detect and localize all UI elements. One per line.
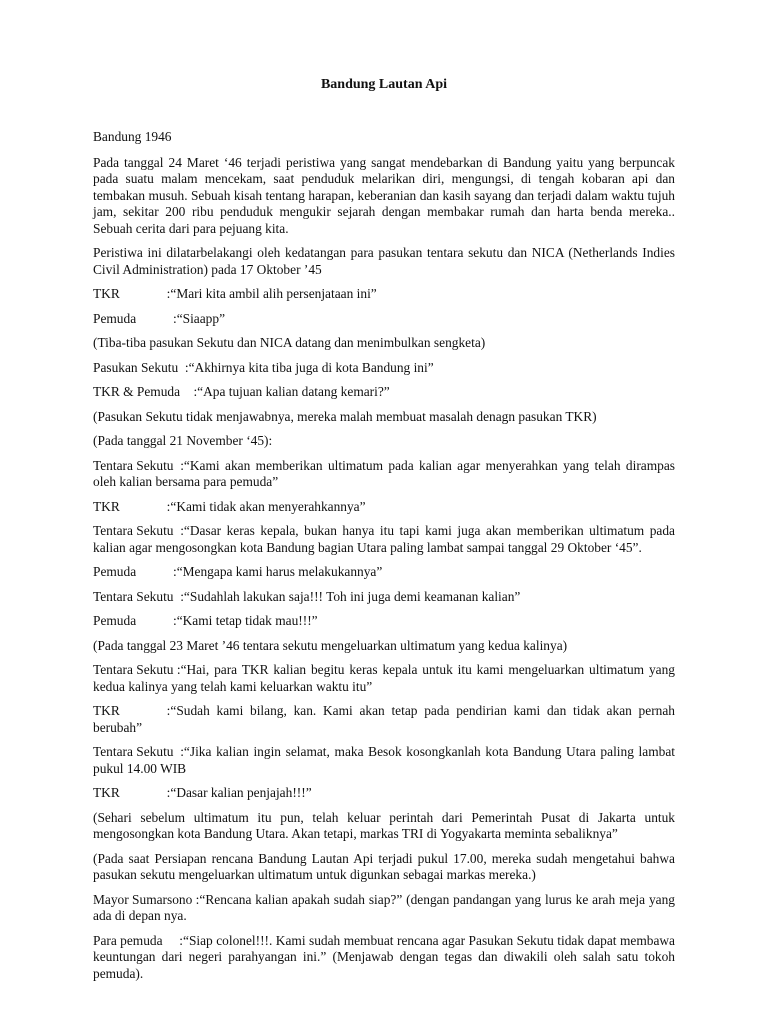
speech-text: :“Rencana kalian apakah sudah siap?” (dengan pandangan yang lurus ke arah meja yang ada di depan nya. xyxy=(93,891,675,923)
speaker-name: Tentara Sekutu xyxy=(93,744,181,759)
speaker-name: TKR & Pemuda xyxy=(93,384,194,399)
dialogue-line xyxy=(93,384,675,401)
speaker-name: TKR xyxy=(93,703,167,718)
dialogue-line xyxy=(93,360,675,377)
speech-text: :“Siap colonel!!!. Kami sudah membuat rencana agar Pasukan Sekutu tidak dapat membawa keuntungan dari negeri parahyangan ini.” (Menjawab dengan tegas dan diwakili oleh salah satu tokoh pemuda). xyxy=(93,932,675,981)
speech-text: :“Sudah kami bilang, kan. Kami akan tetap pada pendirian kami dan tidak akan pernah berubah” xyxy=(93,703,675,735)
narration-text: (Pada saat Persiapan rencana Bandung Lautan Api terjadi pukul 17.00, mereka sudah mengetahui bahwa pasukan sekutu mengeluarkan ultimatum untuk digunkan sebagai markas mereka.) xyxy=(93,850,675,882)
narration-text: (Tiba-tiba pasukan Sekutu dan NICA datang dan menimbulkan sengketa) xyxy=(93,335,486,350)
speech-text: :“Hai, para TKR kalian begitu keras kepala untuk itu kami mengeluarkan ultimatum yang kedua kalinya yang telah kami keluarkan waktu itu” xyxy=(93,662,675,694)
narration-line xyxy=(93,810,675,843)
speaker-name: Tentara Sekutu xyxy=(93,588,181,604)
speech-text: :“Siaapp” xyxy=(172,310,226,326)
speech-text: :“Sudahlah lakukan saja!!! Toh ini juga demi keamanan kalian” xyxy=(180,588,521,604)
dialogue-line xyxy=(93,523,675,556)
document-title: Bandung Lautan Api xyxy=(320,77,448,92)
speaker-name: Pemuda xyxy=(93,564,173,579)
speech-text: :“Akhirnya kita tiba juga di kota Bandung ini” xyxy=(184,359,434,375)
dialogue-line xyxy=(93,613,675,630)
narration-text: (Pasukan Sekutu tidak menjawabnya, mereka malah membuat masalah denagn pasukan TKR) xyxy=(93,408,597,424)
narration-line xyxy=(93,335,675,352)
intro-paragraph: Pada tanggal 24 Maret ‘46 terjadi peristiwa yang sangat mendebarkan di Bandung yaitu yang berpuncak pada suatu malam mencekam, saat penduduk melarikan diri, mengungsi, di tengah kobaran api dan tembakan musuh. Sebuah kisah tentang harapan, keberanian dan kasih sayang dan terjadi dalam waktu tujuh jam, sekitar 200 ribu penduduk mengukir sejarah dengan membakar rumah dan harta benda mereka.. Sebuah cerita dari para pejuang kita. xyxy=(93,154,675,236)
dialogue-line xyxy=(93,589,675,606)
place-year: Bandung 1946 xyxy=(93,129,172,144)
speaker-name: Tentara Sekutu xyxy=(93,457,181,473)
speaker-name: TKR xyxy=(93,785,167,800)
dialogue-section xyxy=(93,286,675,982)
dialogue-line xyxy=(93,499,675,516)
speaker-name: Tentara Sekutu xyxy=(93,523,181,538)
speech-text: :“Dasar kalian penjajah!!!” xyxy=(166,785,312,800)
speaker-name: Tentara Sekutu xyxy=(93,662,177,677)
dialogue-line xyxy=(93,311,675,328)
speech-text: :“Dasar keras kepala, bukan hanya itu tapi kami juga akan memberikan ultimatum pada kalian agar mengosongkan kota Bandung bagian Utara paling lambat sampai tanggal 29 Oktober ‘45”. xyxy=(93,523,675,555)
narration-line xyxy=(93,409,675,426)
narration-line xyxy=(93,433,675,450)
speaker-name: Para pemuda xyxy=(93,932,180,948)
dialogue-line xyxy=(93,662,675,695)
speaker-name: TKR xyxy=(93,498,167,514)
dialogue-line xyxy=(93,564,675,581)
speech-text: :“Mari kita ambil alih persenjataan ini” xyxy=(166,286,377,301)
speaker-name: Mayor Sumarsono xyxy=(93,891,196,907)
dialogue-line xyxy=(93,892,675,925)
dialogue-line xyxy=(93,286,675,303)
speech-text: :“Kami tetap tidak mau!!!” xyxy=(172,613,318,628)
dialogue-line xyxy=(93,744,675,777)
narration-text: (Pada tanggal 23 Maret ’46 tentara sekutu mengeluarkan ultimatum yang kedua kalinya) xyxy=(93,637,568,653)
narration-line xyxy=(93,851,675,884)
speaker-name: Pemuda xyxy=(93,613,173,628)
speech-text: :“Apa tujuan kalian datang kemari?” xyxy=(193,384,390,399)
speaker-name: Pemuda xyxy=(93,310,173,326)
speaker-name: Pasukan Sekutu xyxy=(93,359,185,375)
speaker-name: TKR xyxy=(93,286,167,301)
dialogue-line xyxy=(93,785,675,802)
narration-text: (Pada tanggal 21 November ‘45): xyxy=(93,433,273,448)
narration-text: (Sehari sebelum ultimatum itu pun, telah keluar perintah dari Pemerintah Pusat di Jakarta untuk mengosongkan kota Bandung Utara. Akan tetapi, markas TRI di Yogyakarta meminta sebaliknya” xyxy=(93,809,675,841)
narration-line xyxy=(93,638,675,655)
dialogue-line xyxy=(93,703,675,736)
speech-text: :“Kami akan memberikan ultimatum pada kalian agar menyerahkan yang telah dirampas oleh kalian bersama para pemuda” xyxy=(93,457,675,489)
speech-text: :“Kami tidak akan menyerahkannya” xyxy=(166,498,366,514)
speech-text: :“Jika kalian ingin selamat, maka Besok kosongkanlah kota Bandung Utara paling lambat pukul 14.00 WIB xyxy=(93,744,675,776)
background-paragraph: Peristiwa ini dilatarbelakangi oleh kedatangan para pasukan tentara sekutu dan NICA (Netherlands Indies Civil Administration) pada 17 Oktober ’45 xyxy=(93,245,675,277)
dialogue-line xyxy=(93,458,675,491)
speech-text: :“Mengapa kami harus melakukannya” xyxy=(172,564,383,579)
dialogue-line xyxy=(93,933,675,983)
